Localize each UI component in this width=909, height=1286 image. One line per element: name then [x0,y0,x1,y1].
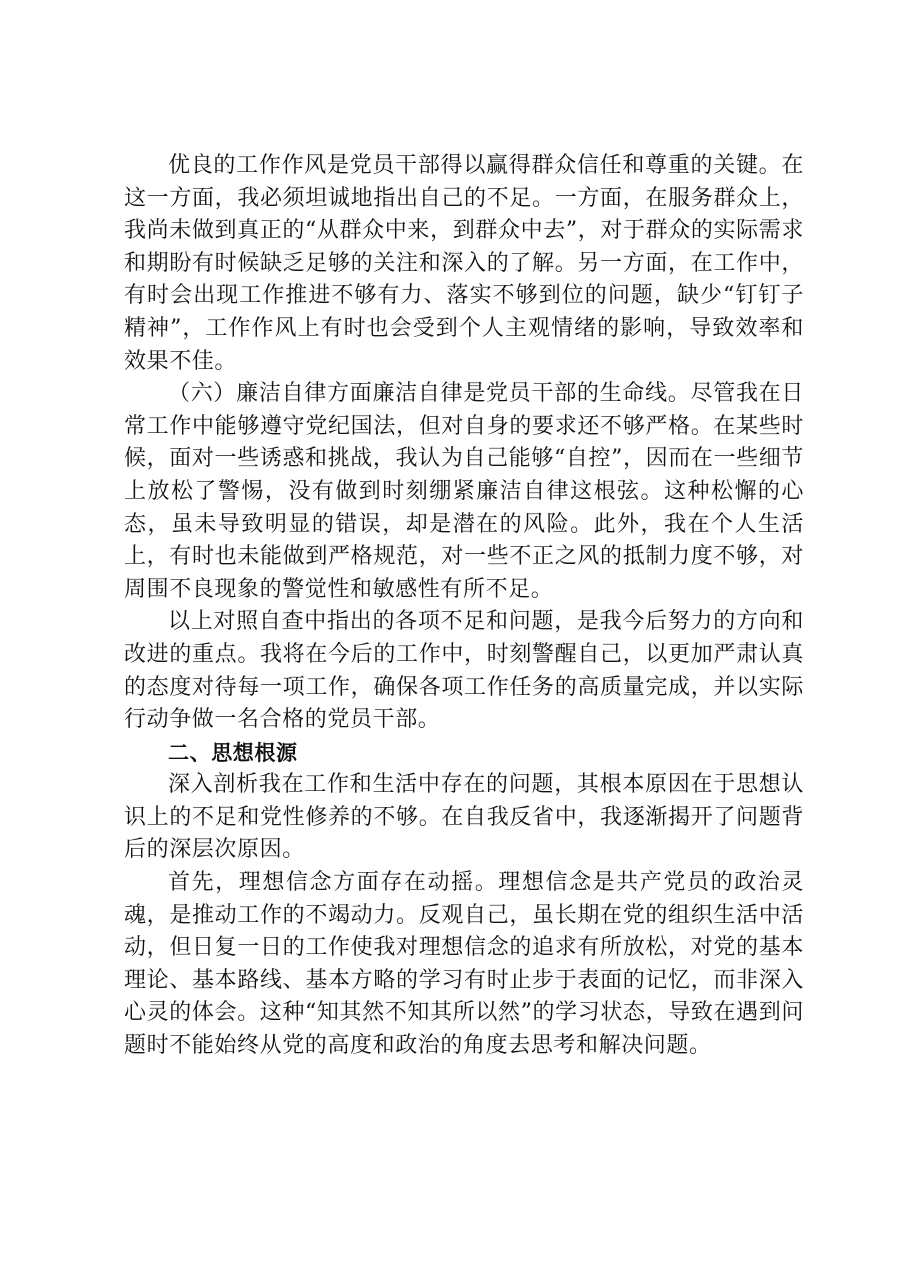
paragraph-summary: 以上对照自查中指出的各项不足和问题，是我今后努力的方向和改进的重点。我将在今后的工作中，时刻警醒自己，以更加严肃认真的态度对待每一项工作，确保各项工作任务的高质量完成，并以实际行动争做一名合格的党员干部。 [124,609,804,733]
document-body [124,150,804,1063]
paragraph-work-style: 优良的工作作风是党员干部得以赢得群众信任和尊重的关键。在这一方面，我必须坦诚地指出自己的不足。一方面，在服务群众上，我尚未做到真正的“从群众中来，到群众中去”，对于群众的实际需求和期盼有时候缺乏足够的关注和深入的了解。另一方面，在工作中，有时会出现工作推进不够有力、落实不够到位的问题，缺少“钉钉子精神”，工作作风上有时也会受到个人主观情绪的影响，导致效率和效果不佳。 [124,153,804,374]
paragraph-integrity: （六）廉洁自律方面廉洁自律是党员干部的生命线。尽管我在日常工作中能够遵守党纪国法，但对自身的要求还不够严格。在某些时候，面对一些诱惑和挑战，我认为自己能够“自控”，因而在一些细节上放松了警惕，没有做到时刻绷紧廉洁自律这根弦。这种松懈的心态，虽未导致明显的错误，却是潜在的风险。此外，我在个人生活上，有时也未能做到严格规范，对一些不正之风的抵制力度不够，对周围不良现象的警觉性和敏感性有所不足。 [124,381,804,602]
section-heading: 二、思想根源 [168,740,298,765]
paragraph-root-cause: 深入剖析我在工作和生活中存在的问题，其根本原因在于思想认识上的不足和党性修养的不够。在自我反省中，我逐渐揭开了问题背后的深层次原因。 [124,772,804,863]
paragraph-ideals: 首先，理想信念方面存在动摇。理想信念是共产党员的政治灵魂，是推动工作的不竭动力。反观自己，虽长期在党的组织生活中活动，但日复一日的工作使我对理想信念的追求有所放松，对党的基本理论、基本路线、基本方略的学习有时止步于表面的记忆，而非深入心灵的体会。这种“知其然不知其所以然”的学习状态，导致在遇到问题时不能始终从党的高度和政治的角度去思考和解决问题。 [124,870,804,1059]
